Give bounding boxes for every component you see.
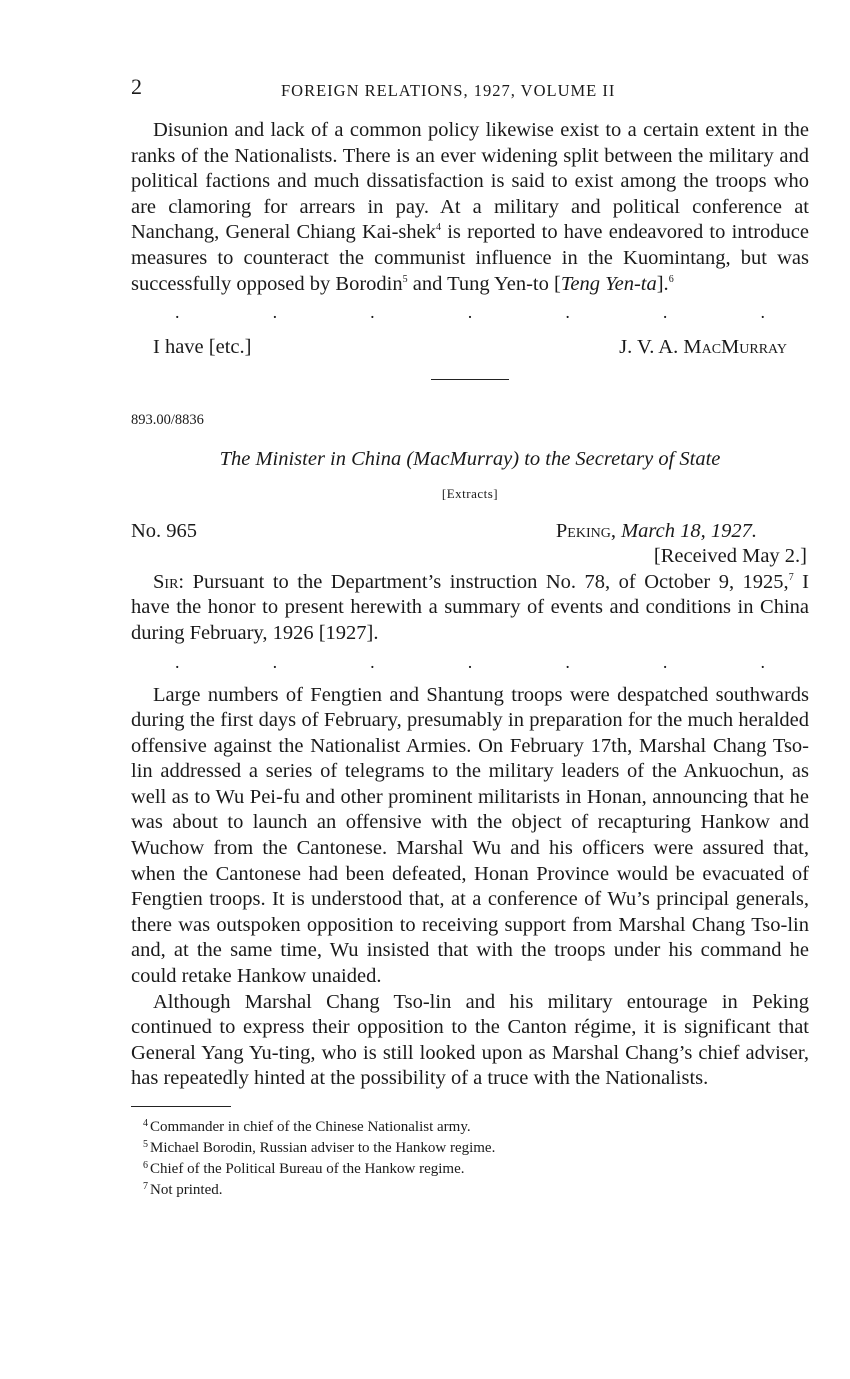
dateline xyxy=(131,519,809,545)
page-number: 2 xyxy=(131,74,143,99)
footnote-ref-5: 5 xyxy=(402,273,408,285)
running-title: FOREIGN RELATIONS, 1927, VOLUME II xyxy=(281,81,616,100)
paragraph-nationalist-disunion: Disunion and lack of a common policy likewise exist to a certain extent in the ranks of the Nationalists. There is an ever widening split between the military and political factions and much dissatisfaction is said to exist among the troops who are clamoring for arrears in pay. At a military and political conference at Nanchang, General Chiang Kai-shek$^4$ is reported to have endeavored to introduce measures to counteract the communist influence in the Kuomintang, but was successfully opposed by Borodin$^5$ and Tung Yen-to [Teng Yen-ta].$^6$ xyxy=(131,119,809,295)
signature: J. V. A. MacMurray xyxy=(619,336,787,359)
italic-name: Teng Yen-ta xyxy=(560,272,657,295)
footnote-ref-4: 4 xyxy=(436,222,441,234)
footnote-ref-6: 6 xyxy=(668,273,674,285)
footnotes xyxy=(131,1115,809,1199)
closing-line xyxy=(131,335,809,361)
footnote-5: $^5$ Michael Borodin, Russian adviser to the Hankow regime. xyxy=(143,1139,496,1156)
received-date: [Received May 2.] xyxy=(653,545,807,568)
closing-text: I have [etc.] xyxy=(153,336,252,359)
footnote-divider xyxy=(131,1106,231,1107)
paragraph-truce-hints: Although Marshal Chang Tso-lin and his military entourage in Peking continued to express their opposition to the Canton régime, it is significant that General Yang Yu-ting, who is still looked upon as Marshal Chang’s chief adviser, has repeatedly hinted at the possibility of a truce with the Nationalists. xyxy=(131,990,809,1090)
extracts-label: [Extracts] xyxy=(441,485,499,501)
footnote-4: $^4$ Commander in chief of the Chinese Nationalist army. xyxy=(143,1118,471,1135)
paragraph-troop-movements: Large numbers of Fengtien and Shantung troops were despatched southwards during the first days of February, presumably in preparation for the much heralded offensive against the Nationalist Armies. On February 17th, Marshal Chang Tso-lin addressed a series of telegrams to the military leaders of the Ankuochun, as well as to Wu Pei-fu and other prominent militarists in Honan, announcing that he was about to launch an offensive with the object of recapturing Hankow and Wuchow from the Cantonese. Marshal Wu and his officers were assured that, when the Cantonese had been defeated, Honan Province would be evacuated of Fengtien troops. It is understood that, at a conference of Wu’s principal generals, there was outspoken opposition to receiving support from Marshal Chang Tso-lin and, at the same time, Wu insisted that with the troops under his command he could retake Hankow unaided. xyxy=(131,683,809,988)
despatch-number: No. 965 xyxy=(131,519,198,542)
running-header xyxy=(131,74,809,102)
document-title: The Minister in China (MacMurray) to the Secretary of State xyxy=(219,448,721,471)
footnote-6: $^6$ Chief of the Political Bureau of the Hankow regime. xyxy=(143,1160,465,1177)
place-date: Peking, March 18, 1927. xyxy=(555,519,757,542)
section-divider xyxy=(431,379,509,380)
footnote-7: $^7$ Not printed. xyxy=(143,1181,223,1198)
footnote-ref-7: 7 xyxy=(788,571,794,583)
document-page xyxy=(131,74,809,1199)
omission-dots: . . . . . . . xyxy=(175,651,765,672)
file-number: 893.00/8836 xyxy=(131,411,204,428)
paragraph-salutation: Sir: Pursuant to the Department’s instruction No. 78, of October 9, 1925,$^7$ I have the honor to present herewith a summary of events and conditions in China during February, 1926 [1927]. xyxy=(131,570,809,644)
omission-dots: . . . . . . . xyxy=(175,302,765,323)
